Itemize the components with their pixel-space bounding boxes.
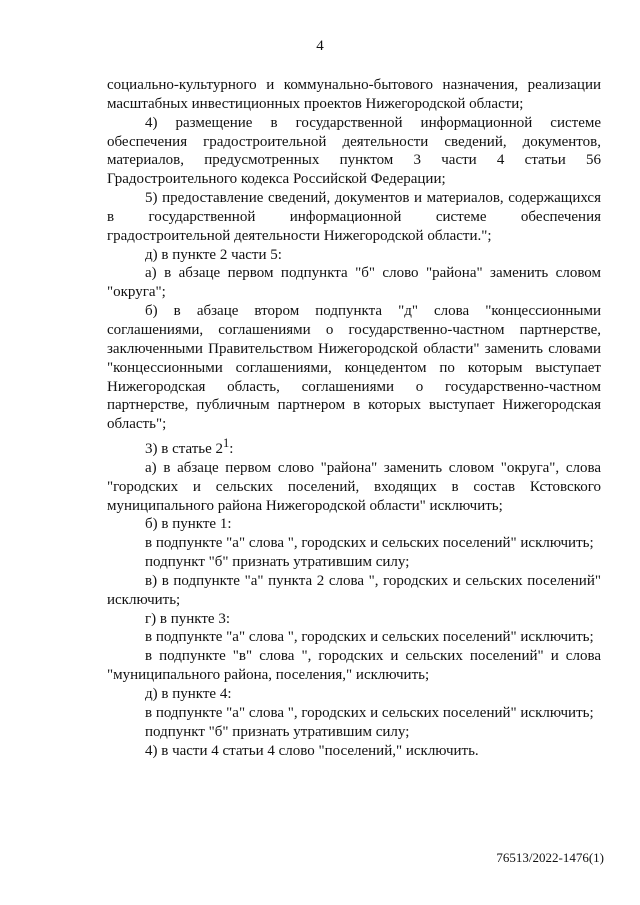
paragraph: д) в пункте 4: xyxy=(145,686,232,702)
paragraph: 4) в части 4 статьи 4 слово "поселений," исключить. xyxy=(145,742,479,759)
superscript: 1 xyxy=(223,436,230,451)
paragraph: в подпункте "а" слова ", городских и сельских поселений" исключить; xyxy=(145,535,594,552)
paragraph: в подпункте "а" слова ", городских и сельских поселений" исключить; xyxy=(145,704,594,721)
paragraph: подпункт "б" признать утратившим силу; xyxy=(145,554,410,571)
paragraph: социально-культурного и коммунально-бытового назначения, реализации масштабных инвестиционных проектов Нижегородской области; xyxy=(107,77,601,112)
paragraph: а) в абзаце первом подпункта "б" слово "района" заменить словом "округа"; xyxy=(107,265,601,301)
paragraph: в подпункте "а" слова ", городских и сельских поселений" исключить; xyxy=(145,629,594,646)
paragraph: в подпункте "в" слова ", городских и сельских поселений" и слова "муниципального района, поселения," исключить; xyxy=(107,648,601,684)
paragraph: а) в абзаце первом слово "района" заменить словом "округа", слова "городских и сельских поселений, входящих в состав Кстовского муниципального района Нижегородской области" исключить; xyxy=(107,459,601,514)
paragraph: д) в пункте 2 части 5: xyxy=(145,246,282,263)
document-body xyxy=(107,76,601,760)
paragraph: 5) предоставление сведений, документов и материалов, содержащихся в государственной информационной системе обеспечения градостроительной деятельности Нижегородской области."; xyxy=(107,190,601,244)
paragraph: подпункт "б" признать утратившим силу; xyxy=(145,723,410,740)
paragraph: г) в пункте 3: xyxy=(145,610,231,627)
paragraph-text: 3) в статье 2 xyxy=(145,441,224,458)
paragraph xyxy=(107,434,601,459)
paragraph: в) в подпункте "а" пункта 2 слова ", городских и сельских поселений" исключить; xyxy=(107,572,601,608)
paragraph: б) в пункте 1: xyxy=(145,516,232,533)
page-number: 4 xyxy=(316,38,324,54)
paragraph-suffix: : xyxy=(229,441,234,458)
paragraph: 4) размещение в государственной информационной системе обеспечения градостроительной деятельности сведений, документов, материалов, предусмотренных пунктом 3 части 4 статьи 56 Градостроительного кодекса Российской Федерации; xyxy=(107,114,601,188)
document-code: 76513/2022-1476(1) xyxy=(496,850,604,865)
paragraph: б) в абзаце втором подпункта "д" слова "концессионными соглашениями, соглашениями о государственно-частном партнерстве, заключенными Правительством Нижегородской области" заменить словами "концессионными соглашениями, концедентом по которым выступает Нижегородская область, соглашениями о государственно-частном партнерстве, публичным партнером в которых выступает Нижегородская область"; xyxy=(107,303,601,433)
